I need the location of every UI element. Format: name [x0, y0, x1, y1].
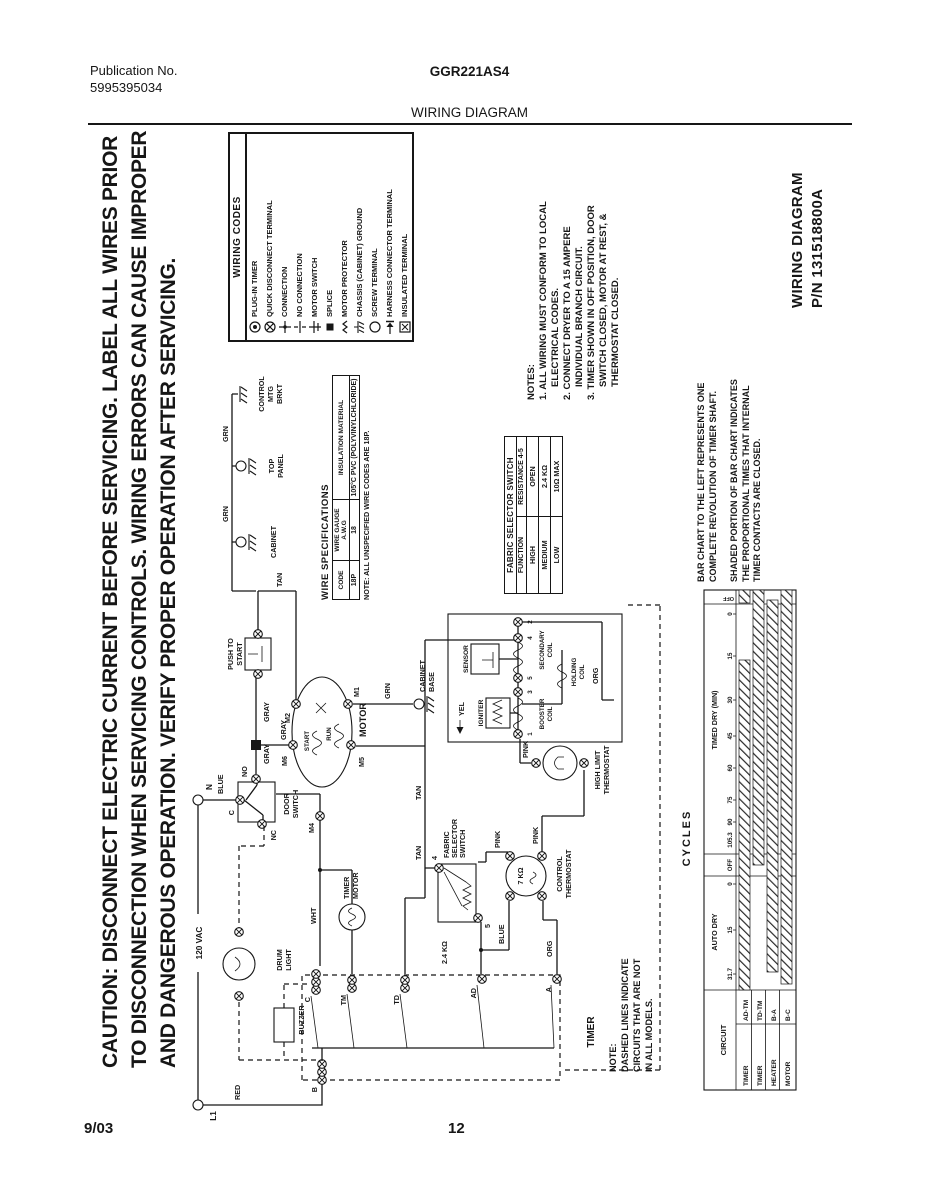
- svg-text:CABINET: CABINET: [269, 526, 278, 558]
- legend-item: PLUG-IN TIMER: [247, 134, 262, 340]
- svg-text:75: 75: [727, 796, 734, 804]
- svg-text:BLUE: BLUE: [497, 924, 506, 944]
- fabric-table-title: FABRIC SELECTOR SWITCH: [505, 437, 517, 594]
- svg-text:PINK: PINK: [493, 830, 502, 848]
- cycles-title: CYCLES: [681, 809, 693, 867]
- quick-disconnect-terminal-icon: [263, 317, 277, 337]
- legend-title: WIRING CODES: [230, 134, 247, 340]
- grounding-chain: [221, 376, 285, 591]
- legend-item: MOTOR SWITCH: [307, 134, 322, 340]
- svg-text:HIGH LIMIT: HIGH LIMIT: [593, 750, 602, 790]
- svg-text:TAN: TAN: [414, 785, 423, 800]
- svg-text:4: 4: [430, 856, 439, 860]
- power-entry: [193, 774, 322, 1121]
- start-circuit: [226, 573, 296, 774]
- svg-text:HEATER: HEATER: [771, 1059, 778, 1086]
- svg-text:4: 4: [527, 636, 534, 640]
- svg-text:45: 45: [727, 732, 734, 740]
- svg-text:C: C: [303, 997, 312, 1003]
- svg-text:TIMER: TIMER: [586, 1016, 597, 1048]
- wiring-codes-legend: [228, 132, 414, 342]
- connection-icon: [278, 317, 292, 337]
- notes-block: NOTES: 1. ALL WIRING MUST CONFORM TO LOCAL ELECTRICAL CODES. 2. CONNECT DRYER TO A 15 AMPERE INDIVIDUAL BRANCH CIRCUIT. 3. TIMER SHOWN IN OFF POSITION, DOOR SWITCH CLOSED, MOTOR AT REST, & THERMOSTAT CLOSED.: [526, 178, 622, 400]
- svg-text:SELECTOR: SELECTOR: [450, 818, 459, 858]
- svg-text:MOTOR: MOTOR: [351, 872, 360, 899]
- svg-text:PINK: PINK: [531, 826, 540, 844]
- svg-text:GRAY: GRAY: [262, 701, 271, 722]
- svg-text:B: B: [310, 1087, 319, 1093]
- svg-text:SENSOR: SENSOR: [463, 645, 470, 673]
- svg-text:M1: M1: [352, 687, 361, 697]
- svg-text:TD: TD: [392, 995, 401, 1005]
- motor-switch-icon: [308, 317, 322, 337]
- drum-light-circuit: [223, 826, 320, 1062]
- legend-item: INSULATED TERMINAL: [397, 134, 412, 340]
- svg-text:HOLDING: HOLDING: [571, 657, 578, 687]
- splice-icon: [323, 317, 337, 337]
- svg-text:TD-TM: TD-TM: [757, 1000, 764, 1021]
- svg-text:TAN: TAN: [414, 845, 423, 860]
- svg-text:31.7: 31.7: [727, 967, 734, 981]
- svg-text:1: 1: [527, 732, 534, 736]
- publication-label: Publication No.: [90, 63, 178, 78]
- svg-text:PUSH TO: PUSH TO: [226, 638, 235, 670]
- footer-page-number: 12: [448, 1120, 465, 1137]
- legend-item: HARNESS CONNECTOR TERMINAL: [382, 134, 397, 340]
- header-rule: [88, 123, 852, 125]
- l1-label: L1: [209, 1111, 218, 1121]
- plug-in-timer-icon: [248, 317, 262, 337]
- svg-text:TIMER: TIMER: [342, 876, 351, 899]
- svg-text:TIMER: TIMER: [743, 1065, 750, 1086]
- svg-text:BRKT: BRKT: [275, 384, 284, 404]
- svg-text:YEL: YEL: [457, 702, 466, 716]
- svg-text:NOTE:: NOTE:: [608, 1043, 618, 1072]
- svg-text:2: 2: [527, 620, 534, 624]
- cycles-chart: [681, 590, 796, 1090]
- door-no-label: NO: [240, 766, 249, 777]
- bar-chart-notes: BAR CHART TO THE LEFT REPRESENTS ONE COMPLETE REVOLUTION OF TIMER SHAFT. SHADED PORTION OF BAR CHART INDICATES THE PROPORTIONAL TIMES THAT INTERNAL TIMER CONTACTS ARE CLOSED.: [696, 379, 762, 582]
- footer-date: 9/03: [84, 1120, 114, 1137]
- legend-item: NO CONNECTION: [292, 134, 307, 340]
- svg-text:THERMOSTAT: THERMOSTAT: [564, 849, 573, 899]
- timer-motor: [318, 868, 365, 974]
- svg-text:BUZZER: BUZZER: [297, 1005, 306, 1035]
- fabric-selector-table: FABRIC SELECTOR SWITCH FUNCTION RESISTANCE 4-5 HIGH OPEN MEDIUM 2.4 KΩ LOW 10Ω MAX: [504, 434, 563, 594]
- page-title: WIRING DIAGRAM: [411, 105, 528, 120]
- svg-text:15: 15: [727, 926, 734, 934]
- svg-text:M2: M2: [283, 713, 292, 723]
- svg-text:TAN: TAN: [275, 572, 284, 587]
- legend-item: CONNECTION: [277, 134, 292, 340]
- svg-text:CABINET: CABINET: [418, 660, 427, 692]
- svg-text:MOTOR: MOTOR: [358, 702, 368, 738]
- legend-item: CHASSIS (CABINET) GROUND: [352, 134, 367, 340]
- notes-title: NOTES:: [526, 364, 537, 400]
- svg-text:GRAY: GRAY: [279, 719, 288, 740]
- svg-text:TIMER: TIMER: [757, 1065, 764, 1086]
- svg-text:A: A: [544, 987, 553, 993]
- legend-item: MOTOR PROTECTOR: [337, 134, 352, 340]
- svg-text:THERMOSTAT: THERMOSTAT: [602, 745, 611, 795]
- high-limit-thermostat: [520, 739, 611, 794]
- burner-assembly: [448, 614, 622, 742]
- svg-text:LIGHT: LIGHT: [284, 949, 293, 971]
- svg-text:SECONDARY: SECONDARY: [539, 630, 546, 670]
- svg-text:OFF: OFF: [727, 858, 734, 872]
- svg-text:M5: M5: [357, 757, 366, 767]
- motor-protector-icon: [338, 317, 352, 337]
- blue-wire-label: BLUE: [216, 774, 225, 794]
- svg-text:DASHED LINES INDICATE: DASHED LINES INDICATE: [620, 958, 630, 1072]
- svg-text:SWITCH: SWITCH: [291, 789, 300, 819]
- svg-text:5: 5: [483, 924, 492, 928]
- svg-text:15: 15: [727, 652, 734, 660]
- wire-specs-note: NOTE: ALL UNSPECIFIED WIRE CODES ARE 18P.: [362, 430, 371, 600]
- svg-text:COIL: COIL: [579, 664, 586, 680]
- timer: [302, 970, 597, 1093]
- svg-text:TOP: TOP: [267, 458, 276, 474]
- wiring-schematic: [90, 130, 850, 1160]
- svg-text:CONTROL: CONTROL: [257, 376, 266, 412]
- svg-text:3: 3: [527, 690, 534, 694]
- splice-symbol: [251, 740, 261, 750]
- svg-text:PINK: PINK: [521, 740, 530, 758]
- svg-text:BASE: BASE: [427, 672, 436, 692]
- no-connection-icon: [293, 317, 307, 337]
- svg-text:BOOSTER: BOOSTER: [539, 698, 546, 730]
- wire-specs-title: WIRE SPECIFICATIONS: [320, 484, 331, 600]
- svg-text:START: START: [235, 642, 244, 666]
- svg-text:SWITCH: SWITCH: [458, 829, 467, 858]
- landscape-canvas: [90, 130, 850, 1160]
- svg-text:0: 0: [727, 882, 734, 886]
- door-c-label: C: [227, 810, 236, 816]
- svg-text:2.4 KΩ: 2.4 KΩ: [440, 941, 449, 964]
- svg-text:CIRCUIT: CIRCUIT: [719, 1024, 728, 1056]
- svg-text:PANEL: PANEL: [276, 454, 285, 478]
- red-wire-label: RED: [233, 1084, 242, 1100]
- svg-text:B-A: B-A: [771, 1009, 778, 1021]
- svg-text:0: 0: [727, 612, 734, 616]
- publication-number: 5995395034: [90, 80, 163, 95]
- svg-text:GRN: GRN: [383, 683, 392, 699]
- svg-text:MTG: MTG: [266, 386, 275, 402]
- svg-text:5: 5: [527, 676, 534, 680]
- chassis-ground-icon: [353, 317, 367, 337]
- svg-text:DRUM: DRUM: [275, 949, 284, 971]
- fabric-selector-circuit: [356, 640, 516, 974]
- control-thermostat: [478, 770, 584, 974]
- svg-text:TM: TM: [339, 995, 348, 1006]
- svg-text:60: 60: [727, 764, 734, 772]
- svg-text:GRN: GRN: [221, 426, 230, 442]
- screw-terminal-icon: [368, 317, 382, 337]
- svg-text:AD-TM: AD-TM: [743, 999, 750, 1021]
- svg-text:ORG: ORG: [545, 940, 554, 957]
- svg-text:B-C: B-C: [785, 1009, 792, 1021]
- insulated-terminal-icon: [398, 317, 412, 337]
- svg-text:DOOR: DOOR: [282, 793, 291, 815]
- svg-text:OFF: OFF: [723, 595, 734, 601]
- svg-text:FABRIC: FABRIC: [442, 831, 451, 858]
- legend-item: SCREW TERMINAL: [367, 134, 382, 340]
- svg-text:AD: AD: [469, 988, 478, 999]
- svg-text:GRAY: GRAY: [262, 743, 271, 764]
- legend-item: SPLICE: [322, 134, 337, 340]
- svg-text:ORG: ORG: [591, 667, 600, 684]
- svg-text:COIL: COIL: [547, 706, 554, 722]
- svg-text:90: 90: [727, 818, 734, 826]
- svg-text:105.3: 105.3: [727, 832, 734, 848]
- model-number: GGR221AS4: [429, 64, 510, 79]
- svg-text:MOTOR: MOTOR: [785, 1061, 792, 1086]
- rotated-diagram-area: [90, 130, 850, 1160]
- cycles-bars: [739, 590, 792, 990]
- svg-text:7 KΩ: 7 KΩ: [516, 867, 525, 885]
- svg-text:30: 30: [727, 696, 734, 704]
- svg-text:M6: M6: [280, 756, 289, 766]
- n-label: N: [205, 784, 214, 790]
- motor: [276, 659, 436, 966]
- wire-specifications: [320, 372, 371, 600]
- vac-label: 120 VAC: [195, 926, 204, 960]
- svg-text:TIMED DRY (MIN): TIMED DRY (MIN): [710, 690, 719, 750]
- svg-text:IGNITER: IGNITER: [478, 699, 485, 727]
- svg-text:CONTROL: CONTROL: [555, 856, 564, 892]
- svg-text:M4: M4: [307, 823, 316, 833]
- harness-connector-terminal-icon: [383, 317, 397, 337]
- part-number-block: WIRING DIAGRAM P/N 131518800A: [789, 172, 826, 308]
- svg-text:START: START: [304, 730, 311, 752]
- svg-text:GRN: GRN: [221, 506, 230, 522]
- svg-text:WHT: WHT: [309, 907, 318, 924]
- legend-item: QUICK DISCONNECT TERMINAL: [262, 134, 277, 340]
- wire-specs-table: CODE WIRE GAUGE A.W.G INSULATION MATERIAL 18P 18 105°C PVC (POLYVINYLCHLORIDE): [332, 375, 360, 600]
- svg-text:CIRCUITS THAT ARE NOT: CIRCUITS THAT ARE NOT: [632, 958, 642, 1072]
- door-nc-label: NC: [269, 830, 278, 841]
- svg-text:AUTO DRY: AUTO DRY: [710, 913, 719, 951]
- svg-text:IN ALL MODELS.: IN ALL MODELS.: [644, 998, 654, 1072]
- svg-text:COIL: COIL: [547, 642, 554, 658]
- caution-text: CAUTION: DISCONNECT ELECTRIC CURRENT BEFORE SERVICING. LABEL ALL WIRES PRIOR TO DISCONNECTION WHEN SERVICING CONTROLS. WIRING ERRORS CAN CAUSE IMPROPER AND DANGEROUS OPERATION. VERIFY PROPER OPERATION AFTER SERVICING.: [99, 130, 180, 1068]
- svg-text:RUN: RUN: [326, 727, 333, 741]
